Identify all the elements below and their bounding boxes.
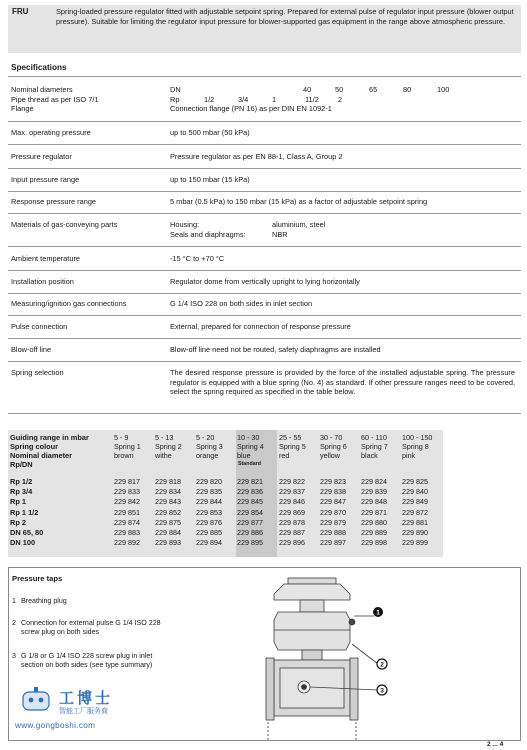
- spring-range: 10 - 30: [237, 433, 260, 442]
- divider: [8, 144, 521, 145]
- head-rp-dn: Rp/DN: [10, 460, 33, 469]
- spring-spring: Spring 3: [196, 442, 223, 451]
- article-number: 229 852: [155, 507, 181, 517]
- callout-number: 3: [380, 687, 384, 695]
- spring-colour: orange: [196, 451, 219, 460]
- seals-value: NBR: [272, 229, 288, 239]
- standard-label: Standard: [238, 461, 261, 467]
- article-number: 229 879: [320, 517, 346, 527]
- watermark-sub: 智能工厂服务商: [59, 708, 108, 715]
- article-number: 229 842: [114, 497, 140, 507]
- article-number: 229 892: [114, 538, 140, 548]
- article-number: 229 869: [279, 507, 305, 517]
- divider: [8, 76, 521, 77]
- dn-prefix: DN: [170, 85, 181, 94]
- article-number: 229 895: [237, 538, 263, 548]
- specifications-title: Specifications: [11, 63, 67, 72]
- callout-number: 2: [380, 661, 384, 669]
- diaphragm-housing: [274, 612, 350, 650]
- materials-values: [170, 220, 520, 240]
- article-number: 229 883: [114, 528, 140, 537]
- fru-header-panel: [8, 5, 521, 53]
- spec-label: Pressure regulator: [11, 152, 72, 161]
- dn-value: 80: [403, 85, 412, 94]
- article-number: 229 880: [361, 517, 387, 527]
- article-number: 229 817: [114, 477, 140, 486]
- spring-range: 25 - 55: [279, 433, 302, 442]
- spec-label: Pulse connection: [11, 322, 68, 331]
- rp-value: 2: [338, 94, 343, 104]
- article-number: 229 878: [279, 517, 305, 527]
- article-number: 229 834: [155, 487, 181, 497]
- dn-value: 50: [335, 85, 344, 94]
- page-number: 2 ... 4: [487, 741, 504, 748]
- spring-spring: Spring 5: [279, 442, 306, 451]
- spring-spring: Spring 4: [237, 442, 264, 451]
- rp-value: 3/4: [238, 94, 249, 104]
- spring-range: 5 - 20: [196, 433, 215, 442]
- article-number: 229 876: [196, 517, 222, 527]
- inlet-screw-plug-center: [302, 685, 307, 690]
- article-number: 229 839: [361, 487, 387, 497]
- article-number: 229 843: [155, 497, 181, 507]
- spec-label: Input pressure range: [11, 175, 80, 184]
- spec-value: G 1/4 ISO 228 on both sides in inlet section: [170, 299, 313, 308]
- spec-label: Spring selection: [11, 368, 64, 377]
- divider: [8, 168, 521, 169]
- article-number: 229 854: [237, 507, 263, 517]
- divider: [8, 338, 521, 339]
- row-size: Rp 3/4: [10, 487, 33, 497]
- tap-text: Connection for external pulse G 1/4 ISO 228 screw plug on both sides: [21, 619, 161, 637]
- article-number: 229 897: [320, 538, 346, 548]
- article-number: 229 820: [196, 477, 222, 486]
- seals-label: Seals and diaphragms:: [170, 229, 246, 239]
- article-number: 229 890: [402, 528, 428, 537]
- article-number: 229 893: [155, 538, 181, 548]
- divider: [8, 315, 521, 316]
- spec-label: Ambient temperature: [11, 254, 81, 263]
- spec-label: Blow-off line: [11, 345, 52, 354]
- spring-spring: Spring 8: [402, 442, 429, 451]
- divider: [8, 213, 521, 214]
- flange-value: Connection flange (PN 16) as per DIN EN 1092-1: [170, 104, 332, 113]
- article-number: 229 845: [237, 497, 263, 507]
- article-number: 229 853: [196, 507, 222, 517]
- spring-range: 60 - 110: [361, 433, 387, 442]
- spring-colour: blue: [237, 451, 251, 460]
- dome-cap: [288, 578, 336, 584]
- article-number: 229 894: [196, 538, 222, 548]
- dome-neck: [300, 600, 324, 612]
- housing-value: aluminium, steel: [272, 220, 326, 229]
- divider: [8, 293, 521, 294]
- housing-label: Housing:: [170, 220, 200, 229]
- spec-label: Measuring/ignition gas connections: [11, 299, 127, 308]
- rp-value: 11/2: [305, 94, 319, 104]
- article-number: 229 835: [196, 487, 222, 497]
- article-number: 229 874: [114, 517, 140, 527]
- divider: [8, 121, 521, 122]
- article-number: 229 838: [320, 487, 346, 497]
- spec-value: 5 mbar (0.5 kPa) to 150 mbar (15 kPa) as a factor of adjustable setpoint spring: [170, 197, 428, 206]
- dn-value: 40: [303, 85, 312, 94]
- row-size: DN 100: [10, 538, 36, 548]
- dimension-labels: [11, 85, 166, 114]
- rp-value: 1/2: [204, 94, 215, 104]
- article-number: 229 825: [402, 477, 428, 486]
- article-number: 229 833: [114, 487, 140, 497]
- article-number: 229 821: [237, 477, 263, 486]
- watermark-url: www.gongboshi.com: [15, 721, 96, 730]
- article-number: 229 818: [155, 477, 181, 486]
- spec-value: Regulator dome from vertically upright to lying horizontally: [170, 277, 360, 286]
- row-size: Rp 1: [10, 497, 27, 507]
- article-number: 229 824: [361, 477, 387, 486]
- article-number: 229 888: [320, 528, 346, 537]
- spec-label: Installation position: [11, 277, 74, 286]
- article-number: 229 872: [402, 507, 428, 517]
- article-number: 229 887: [279, 528, 305, 537]
- article-number: 229 877: [237, 517, 263, 527]
- article-number: 229 840: [402, 487, 428, 497]
- body-neck: [302, 650, 322, 660]
- spring-range: 5 - 13: [155, 433, 174, 442]
- spring-colour: red: [279, 451, 290, 460]
- label-pipe-thread: Pipe thread as per ISO 7/1: [11, 94, 99, 104]
- regulator-drawing: [264, 572, 404, 740]
- article-number: 229 884: [155, 528, 181, 537]
- robot-logo-icon: [15, 686, 57, 716]
- inlet-flange: [266, 658, 274, 720]
- watermark-brand: 工博士: [59, 690, 114, 707]
- article-number: 229 889: [361, 528, 387, 537]
- article-number: 229 844: [196, 497, 222, 507]
- spec-value: -15 °C to +70 °C: [170, 254, 225, 263]
- spring-colour: brown: [114, 451, 134, 460]
- spec-value: The desired response pressure is provided by the force of the installed adjustable spring. The pressure regulator is equipped with a blue spring (No. 4) as standard. If other pressure ranges need to be covered, select the spring required as specified in the table below.: [170, 368, 515, 396]
- row-size: Rp 1/2: [10, 477, 33, 486]
- article-number: 229 851: [114, 507, 140, 517]
- spring-colour: black: [361, 451, 378, 460]
- article-number: 229 870: [320, 507, 346, 517]
- article-number: 229 822: [279, 477, 305, 486]
- spring-spring: Spring 6: [320, 442, 347, 451]
- spec-label: Response pressure range: [11, 197, 97, 206]
- divider: [8, 361, 521, 362]
- row-size: Rp 1 1/2: [10, 507, 39, 517]
- head-spring-colour: Spring colour: [10, 442, 59, 451]
- rp-prefix: Rp: [170, 94, 180, 104]
- callout-number: 1: [376, 609, 380, 617]
- spec-label: Materials of gas-conveying parts: [11, 220, 118, 229]
- spec-label: Max. operating pressure: [11, 128, 91, 137]
- spring-colour: withe: [155, 451, 172, 460]
- dn-value: 100: [437, 85, 450, 94]
- spec-value: External, prepared for connection of response pressure: [170, 322, 351, 331]
- spring-range: 5 - 9: [114, 433, 129, 442]
- article-number: 229 881: [402, 517, 428, 527]
- article-number: 229 846: [279, 497, 305, 507]
- spec-value: Pressure regulator as per EN 88-1, Class A, Group 2: [170, 152, 343, 161]
- dn-value: 65: [369, 85, 378, 94]
- watermark: [15, 686, 155, 738]
- row-size: Rp 2: [10, 517, 27, 527]
- article-number: 229 848: [361, 497, 387, 507]
- spec-value: up to 150 mbar (15 kPa): [170, 175, 250, 184]
- tap-number: 1: [12, 597, 16, 605]
- spring-spring: Spring 1: [114, 442, 141, 451]
- article-number: 229 837: [279, 487, 305, 497]
- label-nominal-diameters: Nominal diameters: [11, 85, 73, 94]
- article-number: 229 885: [196, 528, 222, 537]
- spec-value: Blow-off line need not be routed, safety diaphragms are installed: [170, 345, 381, 354]
- rp-value: 1: [272, 94, 277, 104]
- spring-colour: yellow: [320, 451, 340, 460]
- head-nominal-diameter: Nominal diameter: [10, 451, 73, 460]
- article-number: 229 898: [361, 538, 387, 548]
- article-number: 229 849: [402, 497, 428, 507]
- article-number: 229 886: [237, 528, 263, 537]
- tap-text: G 1/8 or G 1/4 ISO 228 screw plug in inlet section on both sides (see type summary): [21, 652, 153, 670]
- product-code: FRU: [12, 7, 29, 16]
- article-number: 229 871: [361, 507, 387, 517]
- divider: [8, 413, 521, 414]
- spec-value: up to 500 mbar (50 kPa): [170, 128, 250, 137]
- tap-text: Breathing plug: [21, 597, 67, 605]
- article-number: 229 847: [320, 497, 346, 507]
- article-number: 229 875: [155, 517, 181, 527]
- divider: [8, 270, 521, 271]
- tap-number: 2: [12, 619, 16, 627]
- tap-number: 3: [12, 652, 16, 660]
- spring-table: [8, 430, 443, 557]
- spring-spring: Spring 2: [155, 442, 182, 451]
- article-number: 229 823: [320, 477, 346, 486]
- divider: [8, 191, 521, 192]
- product-description: Spring-loaded pressure regulator fitted with adjustable setpoint spring. Prepared for external pulse of regulator input pressure (blower output pressure). Suitable for limiting the regulator input pressure for blower-supported gas equipment in the range above atmospheric pressure.: [56, 7, 514, 26]
- table-head-labels: [10, 433, 89, 469]
- head-guiding-range: Guiding range in mbar: [10, 433, 89, 442]
- spring-colour: pink: [402, 451, 416, 460]
- divider: [8, 246, 521, 247]
- row-size: DN 65, 80: [10, 528, 44, 537]
- spring-range: 30 - 70: [320, 433, 343, 442]
- article-number: 229 899: [402, 538, 428, 548]
- pulse-port: [349, 619, 355, 625]
- spring-spring: Spring 7: [361, 442, 388, 451]
- dimension-values: [170, 85, 520, 114]
- spring-range: 100 - 150: [402, 433, 433, 442]
- label-flange: Flange: [11, 104, 34, 113]
- article-number: 229 896: [279, 538, 305, 548]
- pressure-taps-title: Pressure taps: [12, 574, 63, 583]
- article-number: 229 836: [237, 487, 263, 497]
- dome-shoulder: [274, 584, 350, 600]
